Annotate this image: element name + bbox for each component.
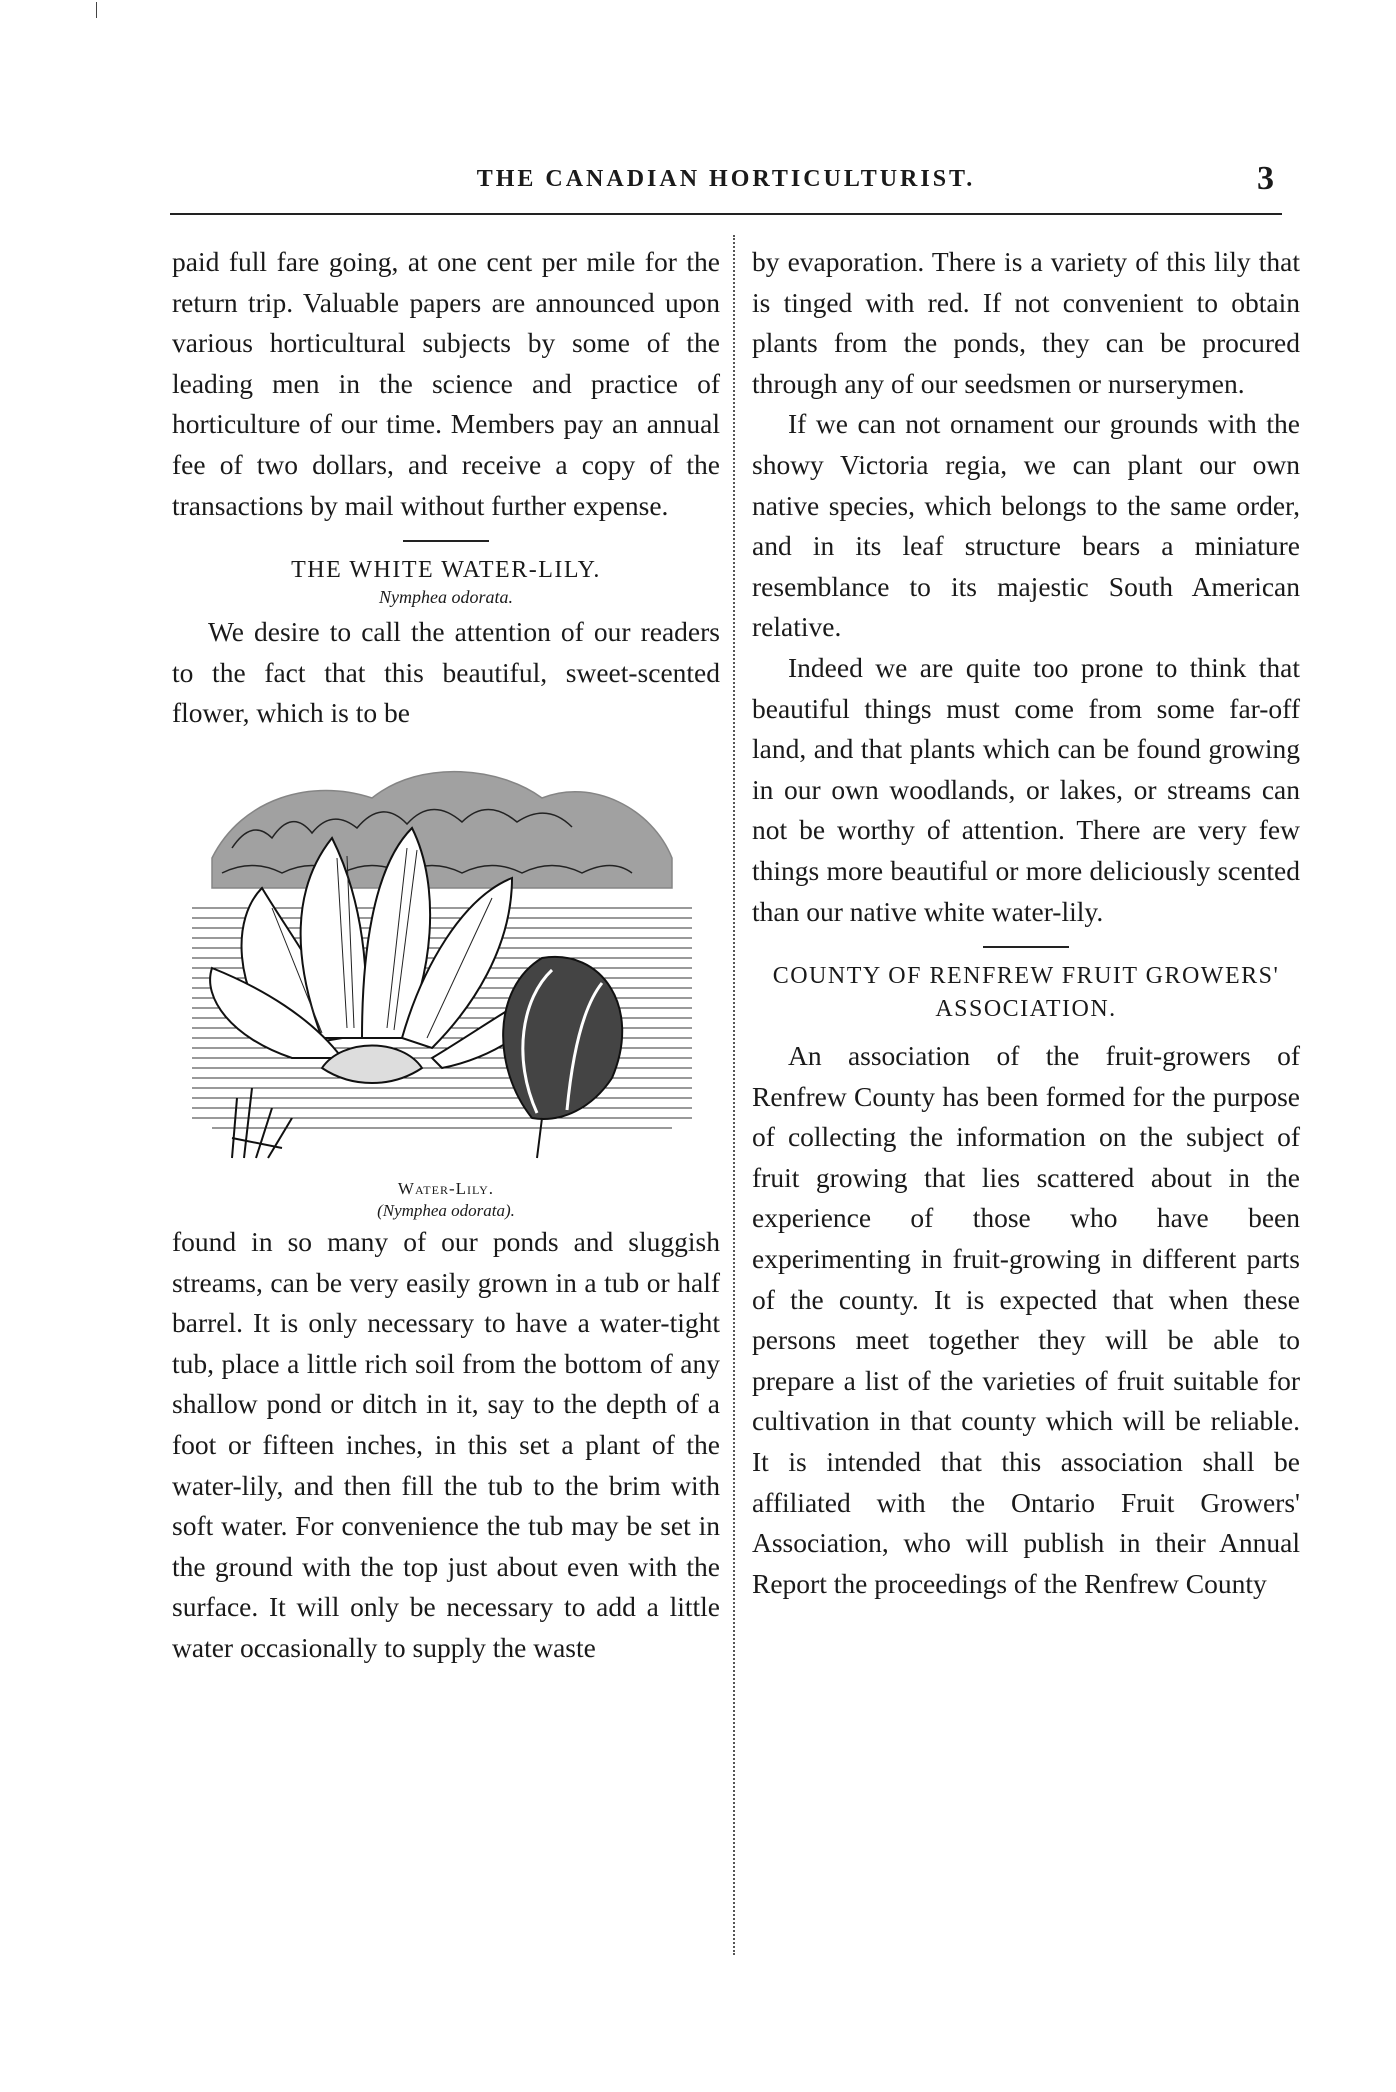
left-column <box>172 242 720 1668</box>
running-header <box>170 160 1282 206</box>
section-heading: THE WHITE WATER-LILY. <box>291 557 601 584</box>
water-lily-engraving <box>172 738 712 1178</box>
scan-mark <box>96 2 97 18</box>
caption-title: Water-Lily. <box>397 1178 495 1198</box>
section-rule <box>403 540 489 542</box>
section-subheading: Nymphea odorata. <box>379 587 513 608</box>
paragraph: We desire to call the attention of our readers to the fact that this beautiful, sweet-scented flower, which is to be <box>172 616 720 729</box>
paragraph: by evaporation. There is a variety of this lily that is tinged with red. If not convenient to obtain plants from the ponds, they can be procured through any of our seedsmen or nurserymen. <box>752 246 1300 399</box>
section-heading: COUNTY OF RENFREW FRUIT GROWERS' ASSOCIATION. <box>772 963 1280 1023</box>
journal-title: THE CANADIAN HORTICULTURIST. <box>476 166 976 192</box>
caption-latin: (Nymphea odorata). <box>377 1200 515 1220</box>
column-divider <box>733 235 736 1955</box>
section-rule <box>983 946 1069 948</box>
paragraph: An association of the fruit-growers of Renfrew County has been formed for the purpose of collecting the information on the subject of fruit growing that lies scattered about in the experience of those who have been experimenting in fruit-growing in different parts of the county. It is expected that when these persons meet together they will be able to prepare a list of the varieties of fruit suitable for cultivation in that county which will be reliable. It is intended that this association shall be affiliated with the Ontario Fruit Growers' Association, who will publish in their Annual Report the proceedings of the Renfrew County <box>752 1040 1300 1599</box>
right-column <box>752 242 1300 1604</box>
paragraph: paid full fare going, at one cent per mile for the return trip. Valuable papers are announced upon various horticultural subjects by some of the leading men in the science and practice of horticulture of our time. Members pay an annual fee of two dollars, and receive a copy of the transactions by mail without further expense. <box>172 246 720 521</box>
water-lily-illustration <box>172 738 712 1178</box>
foliage-background <box>212 772 672 888</box>
page-number: 3 <box>1257 160 1274 197</box>
paragraph: If we can not ornament our grounds with the showy Victoria regia, we can plant our own native species, which belongs to the same order, and in its leaf structure bears a miniature resemblance to its majestic South American relative. <box>752 408 1300 643</box>
figure-caption <box>172 1178 720 1222</box>
paragraph: Indeed we are quite too prone to think that beautiful things must come from some far-off land, and that plants which can be found growing in our own woodlands, or lakes, or streams can not be worthy of attention. There are very few things more beautiful or more deliciously scented than our native white water-lily. <box>752 651 1300 927</box>
paragraph: found in so many of our ponds and sluggish streams, can be very easily grown in a tub or half barrel. It is only necessary to have a water-tight tub, place a little rich soil from the bottom of any shallow pond or ditch in it, say to the depth of a foot or fifteen inches, in this set a plant of the water-lily, and then fill the tub to the brim with soft water. For convenience the tub may be set in the ground with the top just about even with the surface. It will only be necessary to add a little water occasionally to supply the waste <box>172 1225 720 1663</box>
header-rule <box>170 213 1282 215</box>
